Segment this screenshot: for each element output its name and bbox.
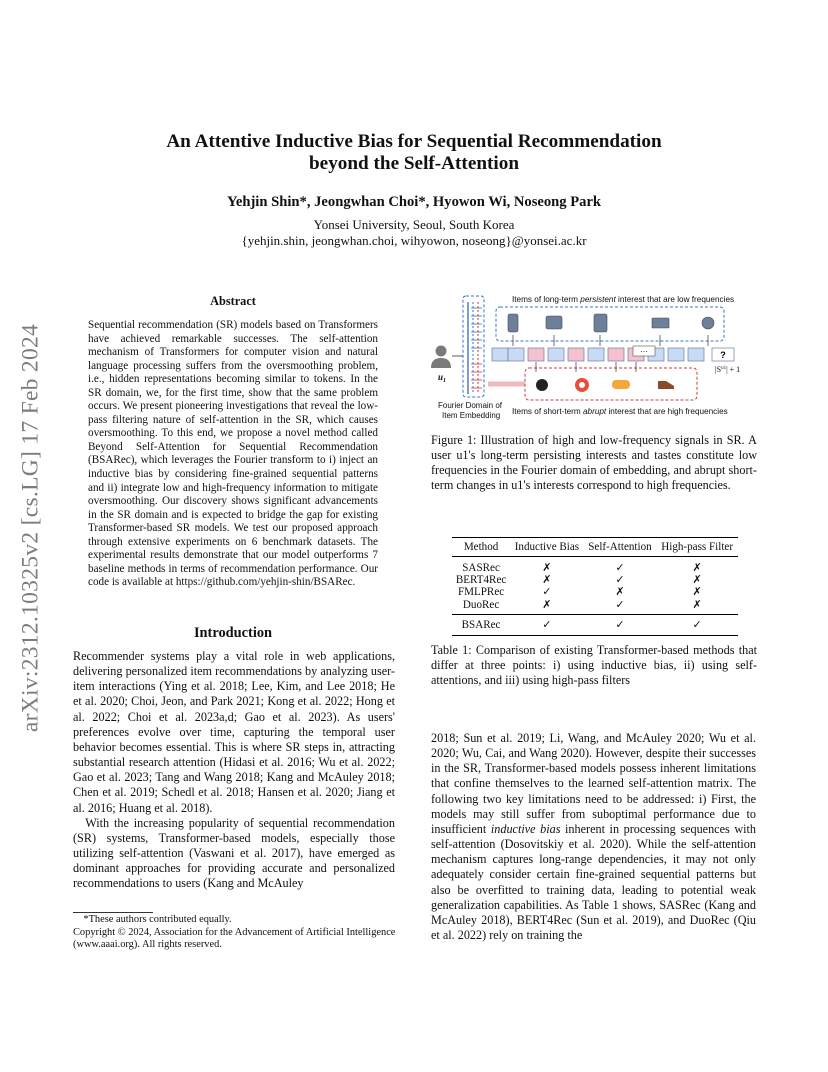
author-list: Yehjin Shin*, Jeongwhan Choi*, Hyowon Wi, Noseong Park xyxy=(226,194,602,210)
table-cell: ✗ xyxy=(692,598,702,611)
arxiv-identifier: arXiv:2312.10325v2 [cs.LG] 17 Feb 2024 xyxy=(17,323,44,733)
phone-icon xyxy=(508,314,518,332)
footnote-rule xyxy=(73,912,153,913)
goggles-icon xyxy=(612,380,630,389)
table-cell: ✓ xyxy=(510,614,584,635)
table-header-row xyxy=(452,538,738,557)
method-cell: SASRec xyxy=(462,562,500,574)
affiliation-block xyxy=(0,217,828,249)
title-line-2: beyond the Self-Attention xyxy=(309,153,519,174)
author-emails: {yehjin.shin, jeongwhan.choi, wihyowon, noseong}@yonsei.ac.kr xyxy=(241,233,587,248)
table-header-cell: High-pass Filter xyxy=(656,538,738,557)
method-cell: BERT4Rec xyxy=(455,574,507,587)
item-sequence xyxy=(492,348,734,361)
footnote-block xyxy=(73,914,398,952)
intro-paragraph-2: With the increasing popularity of sequential recommendation (SR) systems, Transformer-based models, especially those utilizing self-attention (Vaswani et al. 2017), have emerged as dominant approaches for providing accurate and personalized recommendations to users (Kang and McAuley xyxy=(73,815,395,891)
introduction-body xyxy=(73,649,395,892)
table-cell: ✗ xyxy=(615,586,625,599)
abstract-heading: Abstract xyxy=(210,294,256,308)
figure-1-caption: Figure 1: Illustration of high and low-frequency signals in SR. A user u1's long-term persisting interests and tastes constitute low frequencies in the Fourier domain of embedding, and abrupt short-term changes in u1's interests correspond to high frequencies. xyxy=(431,433,757,493)
table-row xyxy=(452,599,738,615)
next-item-question: ? xyxy=(720,350,726,360)
watch-icon xyxy=(702,317,714,329)
table-cell: ✓ xyxy=(615,598,625,611)
high-frequency-item-icons xyxy=(536,378,674,392)
table-row xyxy=(452,586,738,598)
figure-1-diagram xyxy=(430,290,760,422)
table-cell: ✓ xyxy=(542,586,552,599)
arxiv-stamp xyxy=(8,288,54,768)
body-text: inherent in processing sequences with self-attention (Dosovitskiy et al. 2020). While the self-attention mechanism captures long-range dependencies, it may not only adequately consider certain fine-grained sequential patterns but also be overfitted to training data, leading to potential weak generalization capabilities. As Table 1 shows, SASRec (Kang and McAuley 2018), BERT4Rec (Sun et al. 2019), and DuoRec (Qiu et al. 2022) rely on training the xyxy=(431,821,756,943)
abstract-text: Sequential recommendation (SR) models based on Transformers have achieved remarkable successes. The self-attention mechanism of Transformers for computer vision and natural language processing suffers from the oversmoothing problem, i.e., hidden representations becoming similar to tokens. In the SR domain, we, for the first time, show that the same problem occurs. We present pioneering investigations that reveal the low-pass filtering nature of self-attention in the SR, which causes oversmoothing. To this end, we propose a novel method called Beyond Self-Attention for Sequential Recommendation (BSARec), which leverages the Fourier transform to i) inject an inductive bias by considering fine-grained sequential patterns and ii) integrate low and high-frequency information to mitigate oversmoothing. Our discovery shows significant advancements in the SR domain and is expected to bridge the gap for existing Transformer-based SR models. We test our proposed approach through extensive experiments on 6 benchmark datasets. The experimental results demonstrate that our model outperforms 7 baseline methods in terms of recommendation performance. Our code is available at https://github.com/yehjin-shin/BSARec. xyxy=(88,319,378,589)
table-header-cell: Inductive Bias xyxy=(510,538,584,557)
table-cell: ✗ xyxy=(692,586,702,599)
table-header-cell: Method xyxy=(452,538,510,557)
right-column-body xyxy=(431,731,756,943)
low-frequency-item-icons xyxy=(508,314,714,332)
short-term-interest-label: Items of short-term abrupt interest that are high frequencies xyxy=(512,407,728,416)
fourier-label-line-2: Item Embedding xyxy=(442,411,501,420)
table-cell: ✗ xyxy=(542,598,552,611)
user-avatar-icon xyxy=(431,346,451,369)
method-cell: FMLPRec xyxy=(457,586,505,599)
camera-icon xyxy=(546,316,562,329)
table-row xyxy=(452,557,738,575)
fourier-label-line-1: Fourier Domain of xyxy=(438,401,503,410)
low-frequency-items-box xyxy=(496,307,724,341)
long-term-interest-label: Items of long-term persistent interest that are low frequencies xyxy=(512,295,735,304)
intro-paragraph-1: Recommender systems play a vital role in web applications, delivering personalized item recommendations by analyzing user-item interactions (Ying et al. 2018; Lee, Kim, and Lee 2018; He et al. 2020; Choi, Jeon, and Park 2021; Kong et al. 2022; Hong et al. 2022; Choi et al. 2023a,d; Gao et al. 2023). As users' preferences evolve over time, capturing the temporal user behavior becomes essential. This is where SR steps in, attracting substantial research attention (Hidasi et al. 2016; Wu et al. 2022; Gao et al. 2023; Tang and Wang 2018; Kang and McAuley 2018; Chen et al. 2019; Schedl et al. 2018; Hansen et al. 2020; Jiang et al. 2016; Huang et al. 2018). xyxy=(73,649,395,815)
table-1-caption: Table 1: Comparison of existing Transformer-based methods that differ at three points: i) using inductive bias, ii) using self-attentions, and iii) using high-pass filters xyxy=(431,643,757,688)
introduction-heading: Introduction xyxy=(193,625,273,641)
table-cell: ✗ xyxy=(692,562,702,574)
table-cell: ✗ xyxy=(542,562,552,574)
table-row xyxy=(452,574,738,586)
table-cell: ✓ xyxy=(615,562,625,574)
comparison-table xyxy=(452,537,738,636)
table-cell: ✓ xyxy=(656,614,738,635)
method-cell: DuoRec xyxy=(462,598,500,611)
keyboard-icon xyxy=(652,318,669,328)
user-label: $u_1$ xyxy=(438,372,447,384)
copyright-note: Copyright © 2024, Association for the Advancement of Artificial Intelligence (www.aaai.org). All rights reserved. xyxy=(73,926,396,950)
tablet-icon xyxy=(594,314,607,332)
shoes-icon xyxy=(658,381,674,389)
affiliation: Yonsei University, Seoul, South Korea xyxy=(313,217,515,232)
body-emphasis: inductive bias xyxy=(490,821,561,836)
equal-contribution-note: *These authors contributed equally. xyxy=(83,914,232,925)
table-cell: ✓ xyxy=(584,614,657,635)
high-frequency-arrows xyxy=(536,362,636,372)
table-header-cell: Self-Attention xyxy=(584,538,657,557)
body-text: 2018; Sun et al. 2019; Li, Wang, and McAuley 2020; Wu et al. 2020; Wu, Cai, and Wang 2020). However, despite their successes in the SR, Transformer-based models possess inherent limitations that confine themselves to the learned self-attention matrix. The following two key limitations need to be addressed: i) First, the models may still suffer from suboptimal performance due to insufficient xyxy=(431,731,756,836)
sequence-length-label: $|S^{u1}| + 1$ xyxy=(715,365,741,374)
high-frequency-items-box xyxy=(525,368,697,400)
table-cell: ✗ xyxy=(692,574,702,587)
title-line-1: An Attentive Inductive Bias for Sequential Recommendation xyxy=(166,131,662,152)
method-cell: BSARec xyxy=(452,614,510,635)
table-cell: ✗ xyxy=(542,574,552,587)
table-cell: ✓ xyxy=(615,574,625,587)
paper-title xyxy=(0,131,828,175)
ellipsis-label: ··· xyxy=(640,347,648,356)
pan-icon xyxy=(536,379,548,391)
table-row-ours xyxy=(452,614,738,635)
